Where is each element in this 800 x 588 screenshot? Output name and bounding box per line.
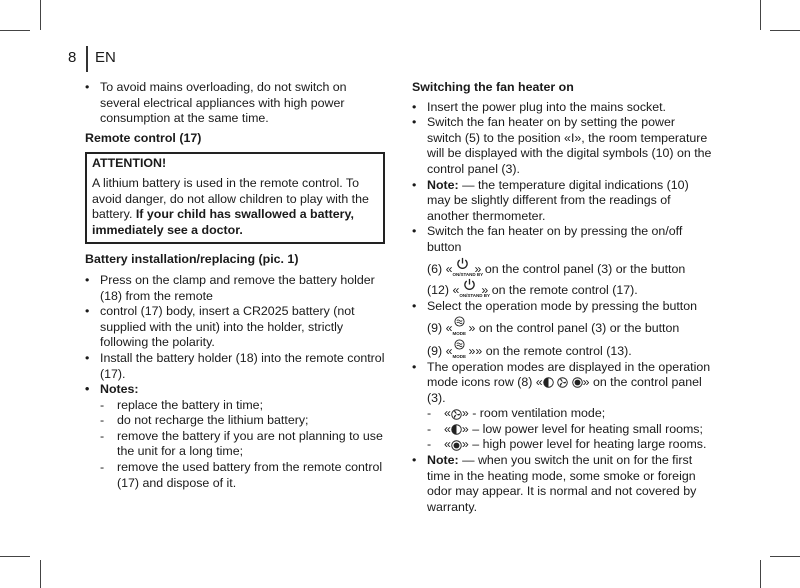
crop-mark xyxy=(770,556,800,557)
icon-caption: ON/STAND BY xyxy=(459,293,491,299)
mode-text: « xyxy=(444,437,451,452)
crop-mark xyxy=(760,560,761,588)
attention-title: ATTENTION! xyxy=(92,156,167,171)
intro-bullet: • To avoid mains overloading, do not switch on several electrical appliances with high power consumption at the same time. xyxy=(85,80,385,127)
notes-label: • Notes: xyxy=(85,382,385,398)
instruction-item: • Switch the fan heater on by setting the power switch (5) to the position «I», the room temperature will be displayed with the digital symbols (10) on the control panel (3). xyxy=(412,115,712,177)
low-power-icon xyxy=(451,424,462,435)
crop-mark xyxy=(770,30,800,31)
note-text: — the temperature digital indications (10) may be slightly different from the readings of another thermometer. xyxy=(427,177,689,223)
high-power-icon xyxy=(451,440,462,451)
crop-mark xyxy=(0,30,30,31)
left-column xyxy=(85,80,385,491)
mode-text: » – high power level for heating large rooms. xyxy=(461,437,707,452)
onoff-text: (6) « xyxy=(427,261,453,276)
battery-step: • Install the battery holder (18) into the remote control (17). xyxy=(85,351,385,382)
note-item: - replace the battery in time; xyxy=(85,398,385,414)
mode-text: (9) « xyxy=(427,343,453,358)
mode-text: « xyxy=(444,421,451,436)
mode-text: » – low power level for heating small rooms; xyxy=(461,421,703,436)
mode-text: »» on the remote control (13). xyxy=(468,343,632,358)
mode-instruction xyxy=(412,299,712,360)
page-number: 8 xyxy=(68,49,77,66)
crop-mark xyxy=(40,0,41,30)
right-column xyxy=(412,80,712,515)
fan-icon xyxy=(451,409,462,420)
note-label: Note: xyxy=(427,453,459,468)
mode-text: » - room ventilation mode; xyxy=(461,406,606,421)
mode-text: (9) « xyxy=(427,321,453,336)
mode-icon xyxy=(452,318,468,336)
attention-body: A lithium battery is used in the remote control. To avoid danger, do not allow children to play with the battery. xyxy=(92,175,369,222)
note-text: — when you switch the unit on for the first time in the heating mode, some smoke or foreign odor may appear. It is normal and not covered by warranty. xyxy=(427,453,697,514)
fan-icon xyxy=(557,377,568,388)
attention-box xyxy=(85,152,385,244)
mode-text: « xyxy=(444,406,451,421)
mode-icon xyxy=(452,341,468,359)
battery-heading: Battery installation/replacing (pic. 1) xyxy=(85,252,299,267)
mode-line: Select the operation mode by pressing the button xyxy=(427,298,698,313)
crop-mark xyxy=(0,556,30,557)
switching-heading: Switching the fan heater on xyxy=(412,80,574,94)
language-label: EN xyxy=(95,49,116,66)
icon-caption: ON/STAND BY xyxy=(452,271,484,277)
low-power-icon xyxy=(543,377,554,388)
note-item: - do not recharge the lithium battery; xyxy=(85,413,385,429)
power-standby-icon xyxy=(452,259,484,277)
onoff-text: » on the control panel (3) or the button xyxy=(474,261,686,276)
mode-text: » on the control panel (3) or the button xyxy=(468,321,680,336)
modes-line: (3). xyxy=(427,390,446,405)
modes-line: The operation modes are displayed in the operation xyxy=(427,359,711,374)
mode-item-low xyxy=(412,422,712,438)
header-divider xyxy=(86,46,88,72)
icon-caption: MODE xyxy=(452,331,466,337)
attention-text xyxy=(92,176,378,238)
modes-text: mode icons row (8) « xyxy=(427,375,543,390)
onoff-text: » on the remote control (17). xyxy=(481,283,638,298)
battery-step: • Press on the clamp and remove the battery holder (18) from the remote xyxy=(85,273,385,304)
onoff-instruction xyxy=(412,224,712,298)
note-item xyxy=(412,178,712,225)
crop-mark xyxy=(40,560,41,588)
modes-text: » on the control panel xyxy=(582,375,702,390)
mode-item-high xyxy=(412,437,712,453)
onoff-text: (12) « xyxy=(427,283,460,298)
note-item: - remove the battery if you are not planning to use the unit for a long time; xyxy=(85,429,385,460)
attention-warning: If your child has swallowed a battery, immediately see a doctor. xyxy=(92,207,354,237)
battery-step: • control (17) body, insert a CR2025 battery (not supplied with the unit) into the holder, strictly following the polarity. xyxy=(85,304,385,351)
remote-control-heading: Remote control (17) xyxy=(85,130,202,145)
mode-item-ventilation xyxy=(412,406,712,422)
onoff-line: Switch the fan heater on by pressing the on/off button xyxy=(427,224,683,254)
crop-mark xyxy=(760,0,761,30)
icon-caption: MODE xyxy=(452,353,466,359)
note-item xyxy=(412,453,712,515)
modes-description xyxy=(412,360,712,407)
power-standby-icon xyxy=(459,280,491,299)
note-item: - remove the used battery from the remote control (17) and dispose of it. xyxy=(85,460,385,491)
instruction-item: • Insert the power plug into the mains socket. xyxy=(412,100,712,116)
note-label: Note: xyxy=(427,177,459,192)
high-power-icon xyxy=(572,377,583,388)
